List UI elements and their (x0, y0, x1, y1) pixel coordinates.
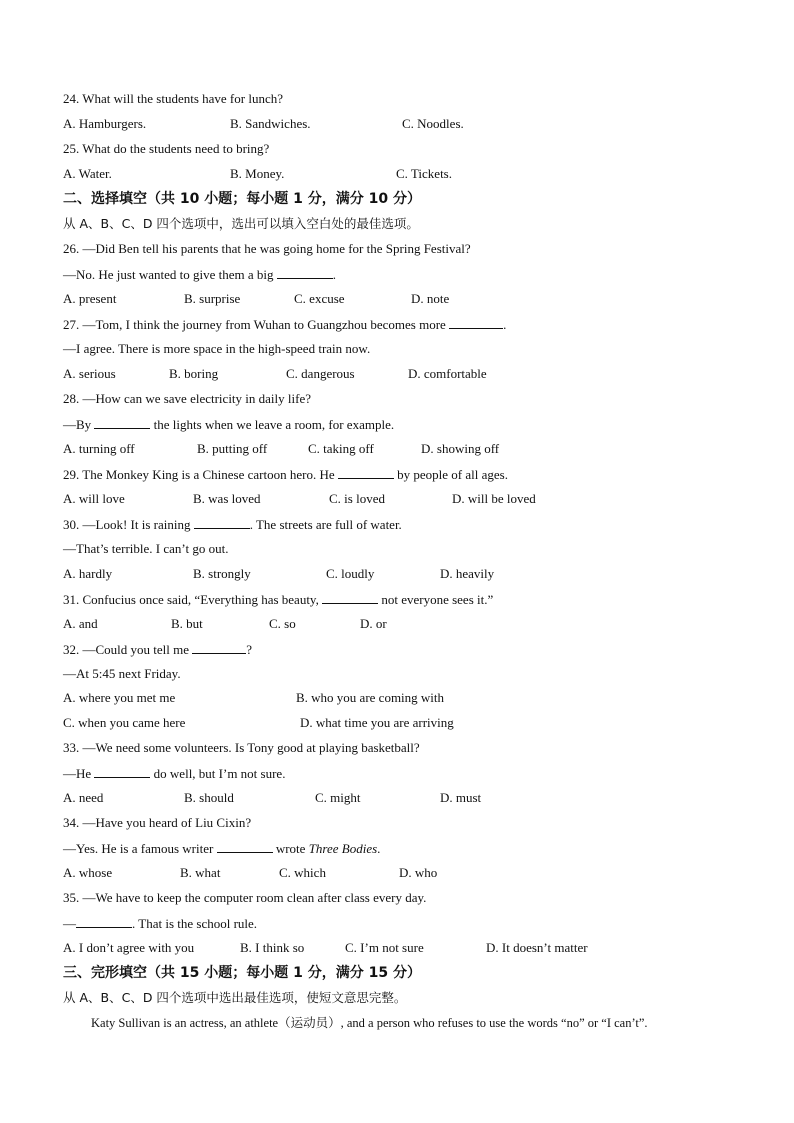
q32-option-d: D. what time you are arriving (300, 715, 454, 730)
section-3-instruction: 从 A、B、C、D 四个选项中选出最佳选项，使短文意思完整。 (63, 990, 407, 1005)
question-28-line-2: —By the lights when we leave a room, for example. (63, 417, 395, 432)
answer-blank (76, 915, 132, 928)
q26-option-a: A. present (63, 291, 117, 306)
question-24-stem: 24. What will the students have for lunch? (63, 91, 283, 106)
q34-option-b: B. what (180, 865, 221, 880)
q34-option-d: D. who (399, 865, 438, 880)
passage-first-line: Katy Sullivan is an actress, an athlete（运动员）, and a person who refuses to use the words “no” or “I can’t”. (91, 1016, 648, 1030)
question-35-line-2: — . That is the school rule. (63, 916, 258, 931)
question-31-line-1: 31. Confucius once said, “Everything has beauty, not everyone sees it.” (63, 592, 494, 607)
q31-option-a: A. and (63, 616, 98, 631)
q29-option-d: D. will be loved (452, 491, 536, 506)
q32-option-b: B. who you are coming with (296, 690, 445, 705)
q30-option-d: D. heavily (440, 566, 495, 581)
question-32-line-1: 32. —Could you tell me ? (63, 642, 253, 657)
q27-option-a: A. serious (63, 366, 116, 381)
section-3-title: 三、完形填空（共 15 小题；每小题 1 分，满分 15 分） (63, 965, 421, 981)
q25-option-b: B. Money. (230, 166, 285, 181)
q35-option-c: C. I’m not sure (345, 940, 424, 955)
q30-option-a: A. hardly (63, 566, 113, 581)
q35-option-d: D. It doesn’t matter (486, 940, 588, 955)
q32-option-c: C. when you came here (63, 715, 186, 730)
q28-option-c: C. taking off (308, 441, 374, 456)
question-30-line-1: 30. —Look! It is raining . The streets are full of water. (63, 517, 402, 532)
q28-option-a: A. turning off (63, 441, 135, 456)
q29-option-b: B. was loved (193, 491, 261, 506)
q30-option-c: C. loudly (326, 566, 375, 581)
question-35-line-1: 35. —We have to keep the computer room clean after class every day. (63, 890, 427, 905)
q25-option-a: A. Water. (63, 166, 112, 181)
q26-option-b: B. surprise (184, 291, 241, 306)
q26-option-c: C. excuse (294, 291, 345, 306)
q34-option-a: A. whose (63, 865, 113, 880)
q31-option-d: D. or (360, 616, 387, 631)
question-27-line-2: —I agree. There is more space in the high-speed train now. (63, 341, 371, 356)
question-30-line-2: —That’s terrible. I can’t go out. (63, 541, 229, 556)
q24-option-c: C. Noodles. (402, 116, 464, 131)
question-34-line-1: 34. —Have you heard of Liu Cixin? (63, 815, 252, 830)
answer-blank (338, 466, 394, 479)
question-27-line-1: 27. —Tom, I think the journey from Wuhan to Guangzhou becomes more . (63, 317, 507, 332)
q25-option-c: C. Tickets. (396, 166, 452, 181)
question-34-line-2: —Yes. He is a famous writer wrote Three Bodies. (63, 841, 381, 856)
question-32-line-2: —At 5:45 next Friday. (63, 666, 181, 681)
q31-option-c: C. so (269, 616, 296, 631)
q35-option-b: B. I think so (240, 940, 305, 955)
q28-option-b: B. putting off (197, 441, 268, 456)
answer-blank (94, 416, 150, 429)
q29-option-a: A. will love (63, 491, 125, 506)
q33-option-a: A. need (63, 790, 104, 805)
q35-option-a: A. I don’t agree with you (63, 940, 195, 955)
question-28-line-1: 28. —How can we save electricity in daily life? (63, 391, 311, 406)
q24-option-a: A. Hamburgers. (63, 116, 147, 131)
question-33-line-1: 33. —We need some volunteers. Is Tony good at playing basketball? (63, 740, 420, 755)
q27-option-c: C. dangerous (286, 366, 355, 381)
q33-option-b: B. should (184, 790, 234, 805)
question-25-stem: 25. What do the students need to bring? (63, 141, 270, 156)
section-2-title: 二、选择填空（共 10 小题；每小题 1 分，满分 10 分） (63, 191, 421, 207)
q28-option-d: D. showing off (421, 441, 500, 456)
q34-option-c: C. which (279, 865, 326, 880)
q24-option-b: B. Sandwiches. (230, 116, 311, 131)
q33-option-c: C. might (315, 790, 361, 805)
answer-blank (217, 840, 273, 853)
q29-option-c: C. is loved (329, 491, 385, 506)
question-26-line-1: 26. —Did Ben tell his parents that he was going home for the Spring Festival? (63, 241, 471, 256)
q33-option-d: D. must (440, 790, 482, 805)
question-33-line-2: —He do well, but I’m not sure. (63, 766, 286, 781)
section-2-instruction: 从 A、B、C、D 四个选项中，选出可以填入空白处的最佳选项。 (63, 216, 419, 231)
answer-blank (94, 765, 150, 778)
answer-blank (194, 516, 250, 529)
question-29-line-1: 29. The Monkey King is a Chinese cartoon hero. He by people of all ages. (63, 467, 508, 482)
q27-option-b: B. boring (169, 366, 219, 381)
q26-option-d: D. note (411, 291, 450, 306)
q27-option-d: D. comfortable (408, 366, 487, 381)
q32-option-a: A. where you met me (63, 690, 176, 705)
q31-option-b: B. but (171, 616, 203, 631)
answer-blank (192, 641, 246, 654)
q30-option-b: B. strongly (193, 566, 251, 581)
answer-blank (322, 591, 378, 604)
answer-blank (449, 316, 503, 329)
question-26-line-2: —No. He just wanted to give them a big . (63, 267, 336, 282)
answer-blank (277, 266, 333, 279)
